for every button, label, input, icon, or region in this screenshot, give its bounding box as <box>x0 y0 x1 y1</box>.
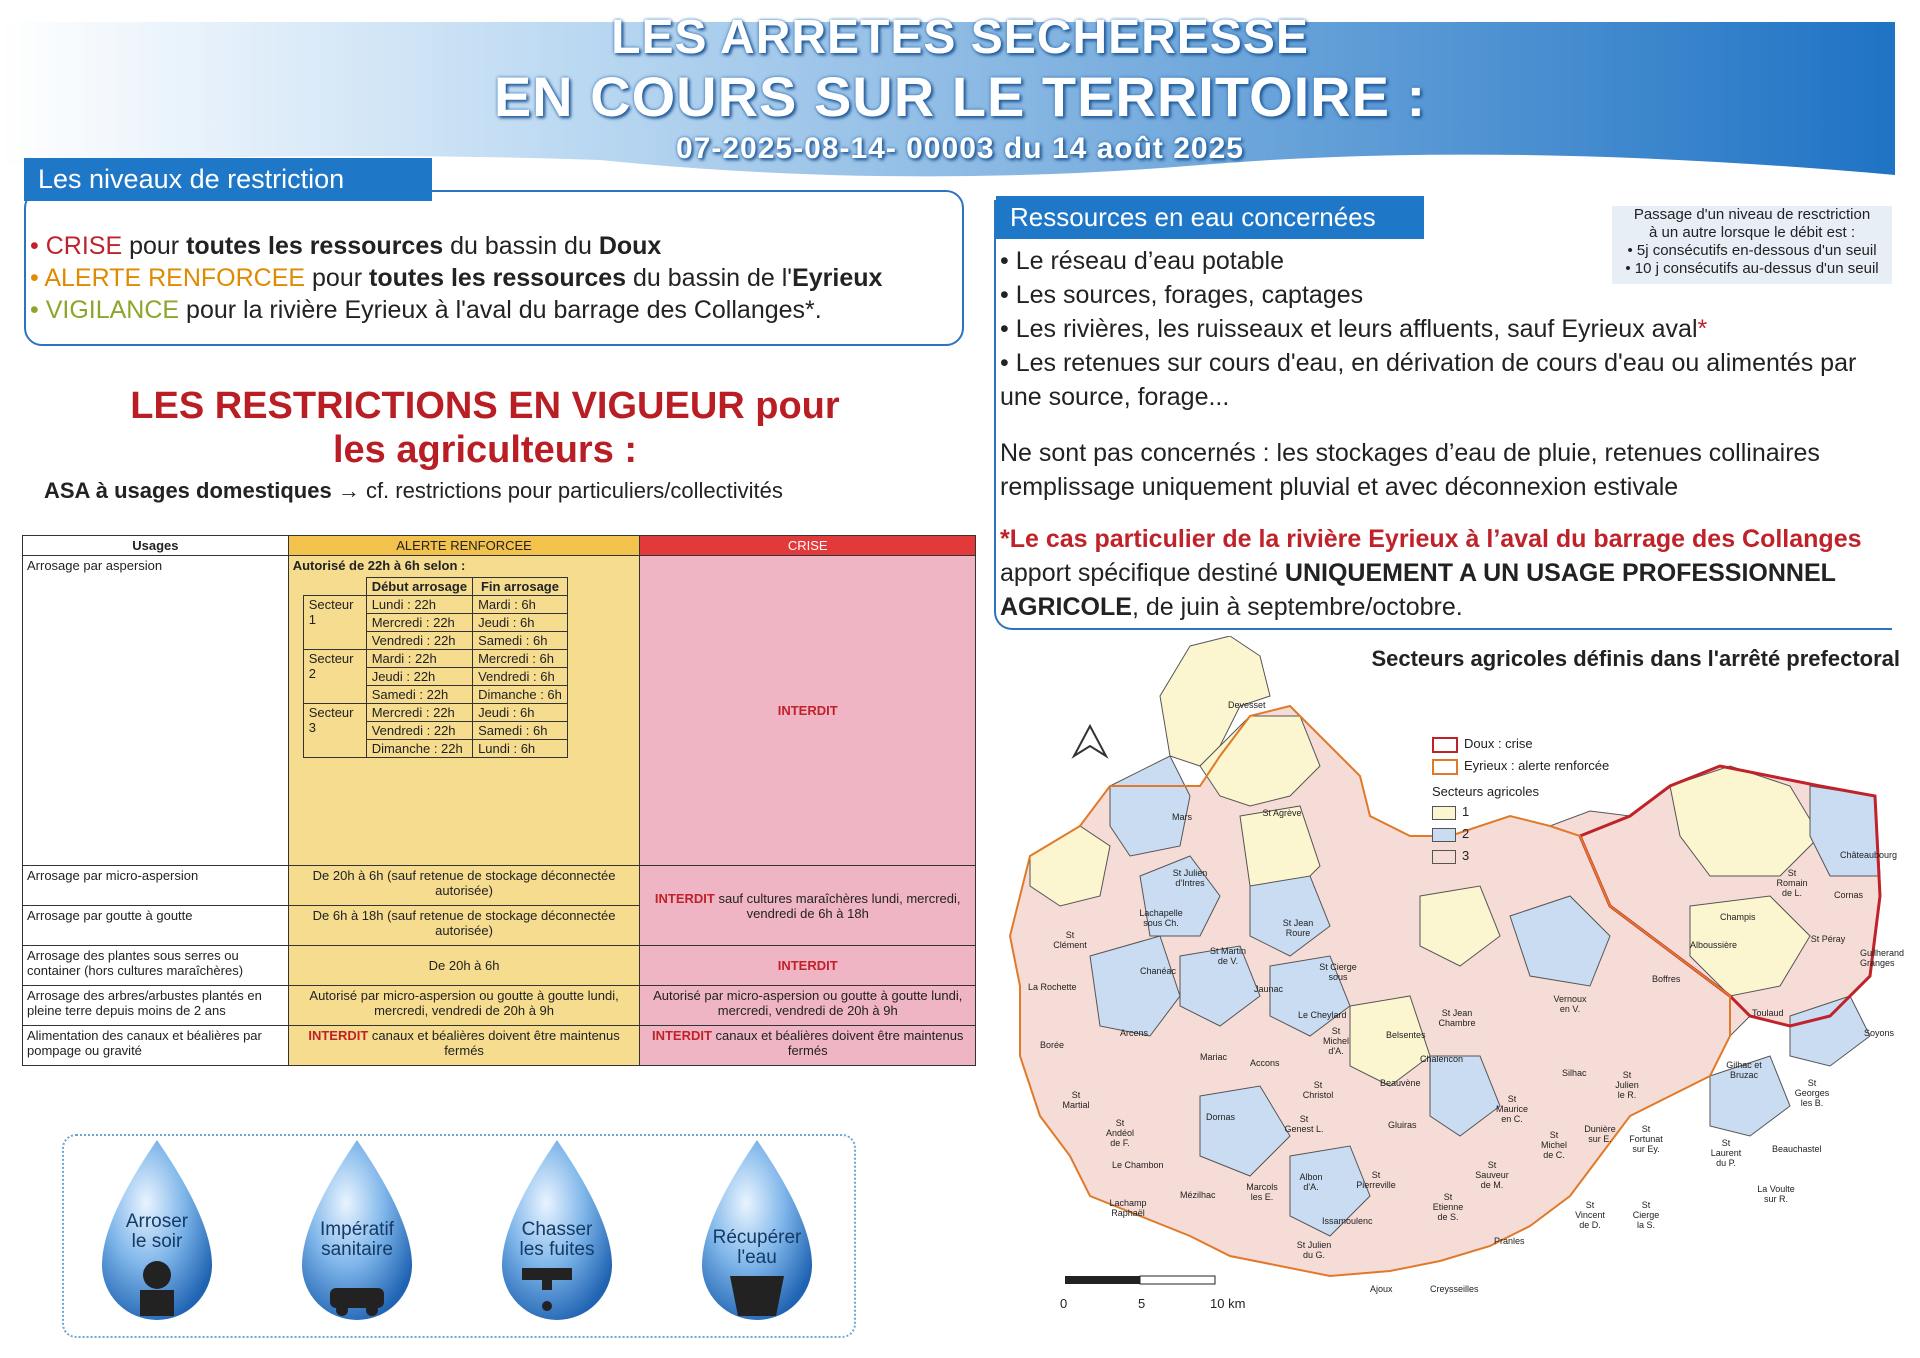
map-label: St Péray <box>1810 934 1846 944</box>
note-line: Passage d'un niveau de resctriction <box>1633 206 1871 223</box>
map-label: Lachapelle sous Ch. <box>1139 908 1183 928</box>
text: pour <box>305 264 369 292</box>
map-label: Accons <box>1250 1058 1280 1068</box>
map-label: St Julien d'Intres <box>1172 868 1208 888</box>
map-label: Le Chambon <box>1112 1160 1164 1170</box>
non-concernes: Ne sont pas concernés : les stockages d’eau de pluie, retenues collinaires remplissage uniquement pluvial et avec déconnexion estivale <box>1000 439 1820 501</box>
map-label: Lachamp Raphaël <box>1109 1198 1147 1218</box>
sector-1: Secteur 1 <box>303 596 366 650</box>
fin: Dimanche : 6h <box>473 686 568 704</box>
ressources-tab: Ressources en eau concernées <box>996 196 1424 239</box>
sector-2: Secteur 2 <box>303 650 366 704</box>
bold-text: toutes les ressources <box>369 264 627 292</box>
map-label: Alboussière <box>1690 940 1738 950</box>
map-label: Beauchastel <box>1772 1144 1822 1154</box>
map-label: St Julien du G. <box>1296 1240 1332 1260</box>
map-label: Chanéac <box>1140 966 1177 976</box>
geste-text: l'eau <box>737 1247 777 1268</box>
bucket-icon <box>730 1276 784 1316</box>
map-label: St Jean Chambre <box>1438 1008 1476 1028</box>
map-label: St Cierge sous <box>1319 962 1357 982</box>
col-crise: CRISE <box>640 536 976 556</box>
level-label: CRISE <box>45 232 123 260</box>
debut: Jeudi : 22h <box>366 668 472 686</box>
map-label: Arcens <box>1120 1028 1149 1038</box>
debut: Vendredi : 22h <box>366 722 472 740</box>
map-label: Marcols les E. <box>1246 1182 1278 1202</box>
micro-aspersion-alerte: De 20h à 6h (sauf retenue de stockage déconnectée autorisée) <box>288 866 640 906</box>
niveaux-list <box>30 230 950 326</box>
bold-text: toutes les ressources <box>186 232 444 260</box>
text: , de juin à septembre/octobre. <box>1131 593 1463 621</box>
legend-doux-swatch <box>1432 737 1458 753</box>
legend-swatch <box>1432 828 1456 842</box>
text: du bassin de l' <box>626 264 793 292</box>
map-label: St Martin de V. <box>1210 946 1247 966</box>
legend-sector-3 <box>1432 848 1469 864</box>
sector-3: Secteur 3 <box>303 704 366 758</box>
geste-text: les fuites <box>519 1239 595 1260</box>
niveau-vigilance: • VIGILANCE pour la rivière Eyrieux à l'aval du barrage des Collanges*. <box>30 296 822 324</box>
map-label: Le Cheylard <box>1298 1010 1347 1020</box>
legend-swatch <box>1432 850 1456 864</box>
serres-alerte: De 20h à 6h <box>288 946 640 986</box>
map-label: St Michel d'A. <box>1322 1026 1349 1056</box>
map-label: St Christol <box>1302 1080 1334 1100</box>
ressources-list <box>1000 244 1890 414</box>
debut: Mardi : 22h <box>366 650 472 668</box>
fin: Mardi : 6h <box>473 596 568 614</box>
map-label: St Sauveur de M. <box>1475 1160 1509 1190</box>
map-label: Soyons <box>1864 1028 1895 1038</box>
restrictions-title-1: LES RESTRICTIONS EN VIGUEUR pour <box>130 385 840 427</box>
title-line-2: EN COURS SUR LE TERRITOIRE : <box>493 65 1427 128</box>
bold-text: UNIQUEMENT A UN USAGE PROFESSIONNEL AGRICOLE <box>1000 559 1836 621</box>
interdit: INTERDIT <box>651 1028 712 1043</box>
map-label: Gluiras <box>1388 1120 1417 1130</box>
flower-pot-icon <box>140 1290 174 1316</box>
canaux-alerte <box>288 1026 640 1066</box>
fin: Samedi : 6h <box>473 632 568 650</box>
col-alerte: ALERTE RENFORCEE <box>288 536 640 556</box>
head-fin: Fin arrosage <box>473 578 568 596</box>
cas-particulier <box>1000 522 1890 624</box>
arbres-alerte: Autorisé par micro-aspersion ou goutte à goutte lundi, mercredi, vendredi de 20h à 9h <box>288 986 640 1026</box>
map-label: La Rochette <box>1028 982 1077 992</box>
arrete-reference: 07-2025-08-14- 00003 du 14 août 2025 <box>676 132 1244 165</box>
map-label: Creysseilles <box>1430 1284 1479 1294</box>
cas-text <box>1000 556 1890 624</box>
map-region-sector-1 <box>1030 826 1110 906</box>
map-label: Devesset <box>1228 700 1266 710</box>
crise-rest: canaux et béalières doivent être maintenus fermés <box>711 1028 964 1058</box>
debut: Mercredi : 22h <box>366 704 472 722</box>
ressource-item: • Les sources, forages, captages <box>1000 281 1364 309</box>
asa-rest: → cf. restrictions pour particuliers/collectivités <box>331 478 783 503</box>
note-line: • 10 j consécutifs au-dessus d'un seuil <box>1625 260 1879 277</box>
col-usages: Usages <box>23 536 289 556</box>
arbres-crise: Autorisé par micro-aspersion ou goutte à goutte lundi, mercredi, vendredi de 20h à 9h <box>640 986 976 1026</box>
legend-sector-1 <box>1432 804 1469 820</box>
head-debut: Début arrosage <box>366 578 472 596</box>
legend-doux <box>1432 736 1533 753</box>
geste-text: Chasser <box>521 1219 593 1240</box>
map-label: St Genest L. <box>1284 1114 1324 1134</box>
geste-label-2 <box>292 1220 422 1260</box>
map-label: St Julien le R. <box>1615 1070 1639 1100</box>
cas-title: *Le cas particulier de la rivière Eyrieux à l’aval du barrage des Collanges <box>1000 525 1862 553</box>
debut: Vendredi : 22h <box>366 632 472 650</box>
geste-label-4 <box>692 1228 822 1268</box>
map-label: Beauvène <box>1380 1078 1421 1088</box>
usage-aspersion: Arrosage par aspersion <box>23 556 289 866</box>
debut: Dimanche : 22h <box>366 740 472 758</box>
ressource-item <box>1000 312 1890 346</box>
text: apport spécifique destiné <box>1000 559 1285 587</box>
ressource-text: • Les rivières, les ruisseaux et leurs affluents, sauf Eyrieux aval <box>1000 315 1698 343</box>
map-region-sector-2 <box>1110 756 1190 856</box>
legend-doux-label: Doux : crise <box>1464 736 1533 751</box>
fin: Samedi : 6h <box>473 722 568 740</box>
sector-schedule <box>303 577 568 758</box>
micro-goutte-crise <box>640 866 976 946</box>
usage-serres: Arrosage des plantes sous serres ou container (hors cultures maraîchères) <box>23 946 289 986</box>
legend-secteurs-title: Secteurs agricoles <box>1432 784 1539 799</box>
ressource-item: • Les retenues sur cours d'eau, en dérivation de cours d'eau ou alimentés par une source, forage... <box>1000 349 1857 411</box>
aspersion-crise: INTERDIT <box>640 556 976 866</box>
scale-label-5: 5 <box>1138 1296 1146 1311</box>
legend-swatch <box>1432 806 1456 820</box>
map-label: Gilhac et Bruzac <box>1726 1060 1762 1080</box>
fin: Lundi : 6h <box>473 740 568 758</box>
map-label: St Romain de L. <box>1776 868 1808 898</box>
geste-text: sanitaire <box>321 1239 393 1260</box>
map-label: Dornas <box>1206 1112 1236 1122</box>
crise-rest: sauf cultures maraîchères lundi, mercredi, vendredi de 6h à 18h <box>714 890 961 921</box>
legend-sector-2 <box>1432 826 1469 842</box>
map-label: La Voulte sur R. <box>1757 1184 1795 1204</box>
text: pour la rivière Eyrieux à l'aval du barrage des Collanges*. <box>179 296 822 324</box>
map-label: St Cierge la S. <box>1632 1200 1660 1230</box>
map-label: Châteaubourg <box>1840 850 1898 860</box>
geste-label-3 <box>492 1220 622 1260</box>
map-title: Secteurs agricoles définis dans l'arrêté prefectoral <box>1371 646 1900 671</box>
interdit: INTERDIT <box>654 890 715 906</box>
interdit: INTERDIT <box>308 1028 369 1043</box>
usage-canaux: Alimentation des canaux et béalières par pompage ou gravité <box>23 1026 289 1066</box>
goutte-alerte: De 6h à 18h (sauf retenue de stockage déconnectée autorisée) <box>288 906 640 946</box>
ressource-item: • Le réseau d’eau potable <box>1000 247 1284 275</box>
map-label: Toulaud <box>1752 1008 1784 1018</box>
map-label: Issamoulenc <box>1322 1216 1373 1226</box>
note-line: • 5j consécutifs en-dessous d'un seuil <box>1627 242 1877 259</box>
legend-label: 1 <box>1462 804 1470 819</box>
map-label: St Agrève <box>1262 808 1302 818</box>
map-label: Pranles <box>1494 1236 1525 1246</box>
niveau-crise: • CRISE pour toutes les ressources du bassin du Doux <box>30 232 662 260</box>
niveau-alerte: • ALERTE RENFORCEE pour toutes les ressources du bassin de l'Eyrieux <box>30 264 883 292</box>
geste-text: le soir <box>131 1231 183 1252</box>
map-label: St Maurice en C. <box>1495 1094 1528 1124</box>
map-label: St Georges les B. <box>1794 1078 1830 1108</box>
map-label: St Clément <box>1053 930 1087 950</box>
geste-text: Arroser <box>125 1211 189 1232</box>
map-label: Albon d'A. <box>1299 1172 1323 1192</box>
geste-text: Récupérer <box>712 1227 802 1248</box>
scale-label-10: 10 km <box>1210 1296 1246 1311</box>
fin: Jeudi : 6h <box>473 614 568 632</box>
map-label: St Etienne de S. <box>1432 1192 1464 1222</box>
fin: Vendredi : 6h <box>473 668 568 686</box>
aspersion-intro: Autorisé de 22h à 6h selon : <box>292 558 466 573</box>
geste-text: Impératif <box>320 1219 394 1240</box>
debut: Mercredi : 22h <box>366 614 472 632</box>
fin: Jeudi : 6h <box>473 704 568 722</box>
restrictions-title-2: les agriculteurs : <box>332 429 638 471</box>
asa-bold: ASA à usages domestiques <box>44 478 332 503</box>
legend-label: 2 <box>1462 826 1470 841</box>
north-arrow-icon <box>1074 726 1106 756</box>
map-label: St Laurent du P. <box>1710 1138 1742 1168</box>
map-label: St Fortunat sur Ey. <box>1629 1124 1663 1154</box>
map-label: Cornas <box>1834 890 1864 900</box>
level-label: VIGILANCE <box>45 296 180 324</box>
usage-goutte: Arrosage par goutte à goutte <box>23 906 289 946</box>
level-label: ALERTE RENFORCEE <box>44 264 306 292</box>
map-label: Belsentes <box>1386 1030 1426 1040</box>
bold-text: Doux <box>598 232 662 260</box>
legend-label: 3 <box>1462 848 1470 863</box>
map-label: Dunière sur E. <box>1584 1124 1616 1144</box>
restrictions-table <box>22 535 976 1066</box>
legend-eyrieux-swatch <box>1432 759 1458 775</box>
map-label: Silhac <box>1562 1068 1587 1078</box>
scale-bar <box>1065 1276 1215 1284</box>
debut: Lundi : 22h <box>366 596 472 614</box>
title-line-1: LES ARRETES SECHERESSE <box>611 11 1309 64</box>
note-line: à un autre lorsque le débit est : <box>1649 224 1855 241</box>
map-label: Borée <box>1040 1040 1065 1050</box>
car-wash-icon <box>330 1288 384 1308</box>
legend-eyrieux <box>1432 758 1609 775</box>
usage-arbres: Arrosage des arbres/arbustes plantés en pleine terre depuis moins de 2 ans <box>23 986 289 1026</box>
map-label: St Vincent de D. <box>1575 1200 1605 1230</box>
serres-crise: INTERDIT <box>640 946 976 986</box>
debut: Samedi : 22h <box>366 686 472 704</box>
map-label: Boffres <box>1652 974 1681 984</box>
asterisk: * <box>1697 315 1708 343</box>
bold-text: Eyrieux <box>792 264 883 292</box>
map-label: St Martial <box>1062 1090 1090 1110</box>
legend-eyrieux-label: Eyrieux : alerte renforcée <box>1464 758 1610 773</box>
text: du bassin du <box>443 232 599 260</box>
map-label: St Pierreville <box>1356 1170 1396 1190</box>
map-label: St Michel de C. <box>1540 1130 1567 1160</box>
alerte-rest: canaux et béalières doivent être maintenus fermés <box>368 1028 620 1058</box>
asa-note <box>44 478 944 504</box>
map-label: St Andéol de F. <box>1105 1118 1135 1148</box>
map-label: St Jean Roure <box>1282 918 1314 938</box>
restrictions-title <box>60 384 910 472</box>
map-label: Mézilhac <box>1180 1190 1216 1200</box>
map-label: Chalencon <box>1420 1054 1464 1064</box>
geste-label-1 <box>92 1212 222 1252</box>
niveaux-tab: Les niveaux de restriction <box>24 158 432 201</box>
canaux-crise <box>640 1026 976 1066</box>
map-label: Mariac <box>1200 1052 1228 1062</box>
text: pour <box>122 232 187 260</box>
map-label: Ajoux <box>1370 1284 1393 1294</box>
map-label: Mars <box>1172 812 1192 822</box>
aspersion-alerte <box>288 556 640 866</box>
map-label: Champis <box>1720 912 1756 922</box>
usage-micro-aspersion: Arrosage par micro-aspersion <box>23 866 289 906</box>
scale-label-0: 0 <box>1060 1296 1068 1311</box>
map-label: Jaunac <box>1254 984 1284 994</box>
map-label: Vernoux en V. <box>1553 994 1587 1014</box>
fin: Mercredi : 6h <box>473 650 568 668</box>
map-label: Guilherand Granges <box>1860 948 1905 968</box>
